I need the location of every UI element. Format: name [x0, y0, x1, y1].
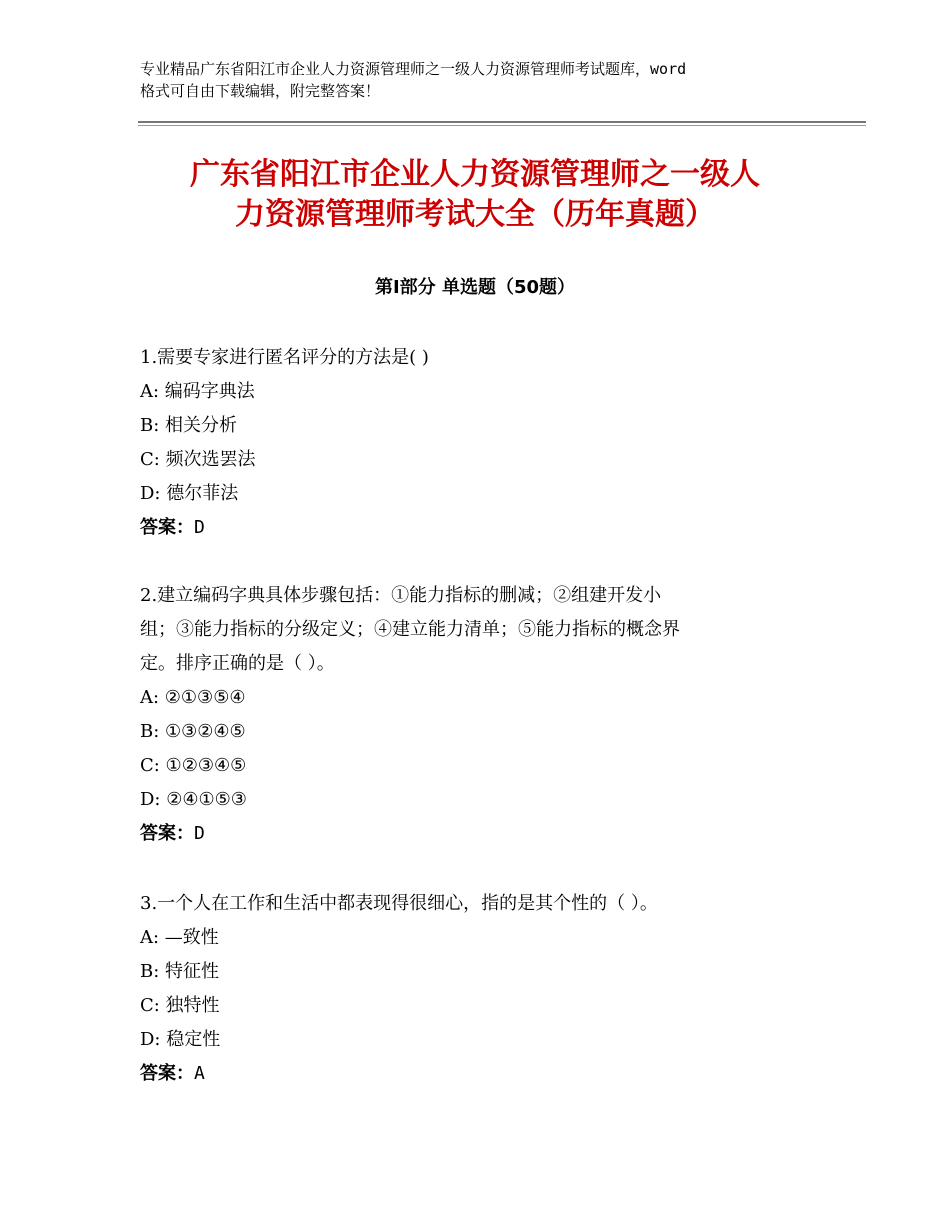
- header-divider-thin: [138, 125, 866, 126]
- document-title: [0, 155, 950, 235]
- option-d: D: ②④①⑤③: [140, 789, 247, 810]
- question-1: [140, 341, 820, 545]
- answer-value: D: [194, 517, 205, 538]
- option-a: A: ②①③⑤④: [140, 687, 246, 708]
- question-2: [140, 579, 820, 851]
- option-d: D: 德尔菲法: [140, 483, 239, 504]
- option-b: B: ①③②④⑤: [140, 721, 246, 742]
- question-stem-line: 2.建立编码字典具体步骤包括：①能力指标的删减；②组建开发小: [140, 585, 662, 606]
- option-c: C: ①②③④⑤: [140, 755, 247, 776]
- document-title-line-1: 广东省阳江市企业人力资源管理师之一级人: [190, 157, 760, 192]
- option-a: A: 编码字典法: [140, 381, 255, 402]
- section-heading: 第Ⅰ部分 单选题（50题）: [374, 277, 575, 298]
- option-d: D: 稳定性: [140, 1029, 221, 1050]
- header-note-line-2: 格式可自由下载编辑，附完整答案！: [140, 82, 381, 100]
- question-3: [140, 887, 820, 1091]
- header-note: [140, 58, 840, 102]
- answer-line: [140, 511, 820, 545]
- question-stem-line: 定。排序正确的是（ ）。: [140, 653, 335, 674]
- question-stem: [140, 341, 820, 375]
- option-c: C: 频次选罢法: [140, 449, 256, 470]
- header-divider-thick: [138, 121, 866, 123]
- question-stem-line: 3.一个人在工作和生活中都表现得很细心，指的是其个性的（ ）。: [140, 893, 658, 914]
- option-c: C: 独特性: [140, 995, 220, 1016]
- option-b: B: 特征性: [140, 961, 220, 982]
- question-stem: [140, 579, 820, 681]
- answer-label: 答案：: [140, 823, 194, 844]
- answer-line: [140, 817, 820, 851]
- option-a: A: —致性: [140, 927, 219, 948]
- answer-line: [140, 1057, 820, 1091]
- question-stem-line: 组；③能力指标的分级定义；④建立能力清单；⑤能力指标的概念界: [140, 619, 680, 640]
- document-title-line-2: 力资源管理师考试大全（历年真题）: [235, 197, 715, 232]
- question-stem: [140, 887, 820, 921]
- answer-label: 答案：: [140, 1063, 194, 1084]
- answer-value: D: [194, 823, 205, 844]
- answer-value: A: [194, 1063, 205, 1084]
- header-note-line-1: 专业精品广东省阳江市企业人力资源管理师之一级人力资源管理师考试题库，word: [140, 60, 687, 78]
- option-b: B: 相关分析: [140, 415, 238, 436]
- answer-label: 答案：: [140, 517, 194, 538]
- question-stem-line: 1.需要专家进行匿名评分的方法是( ): [140, 347, 429, 368]
